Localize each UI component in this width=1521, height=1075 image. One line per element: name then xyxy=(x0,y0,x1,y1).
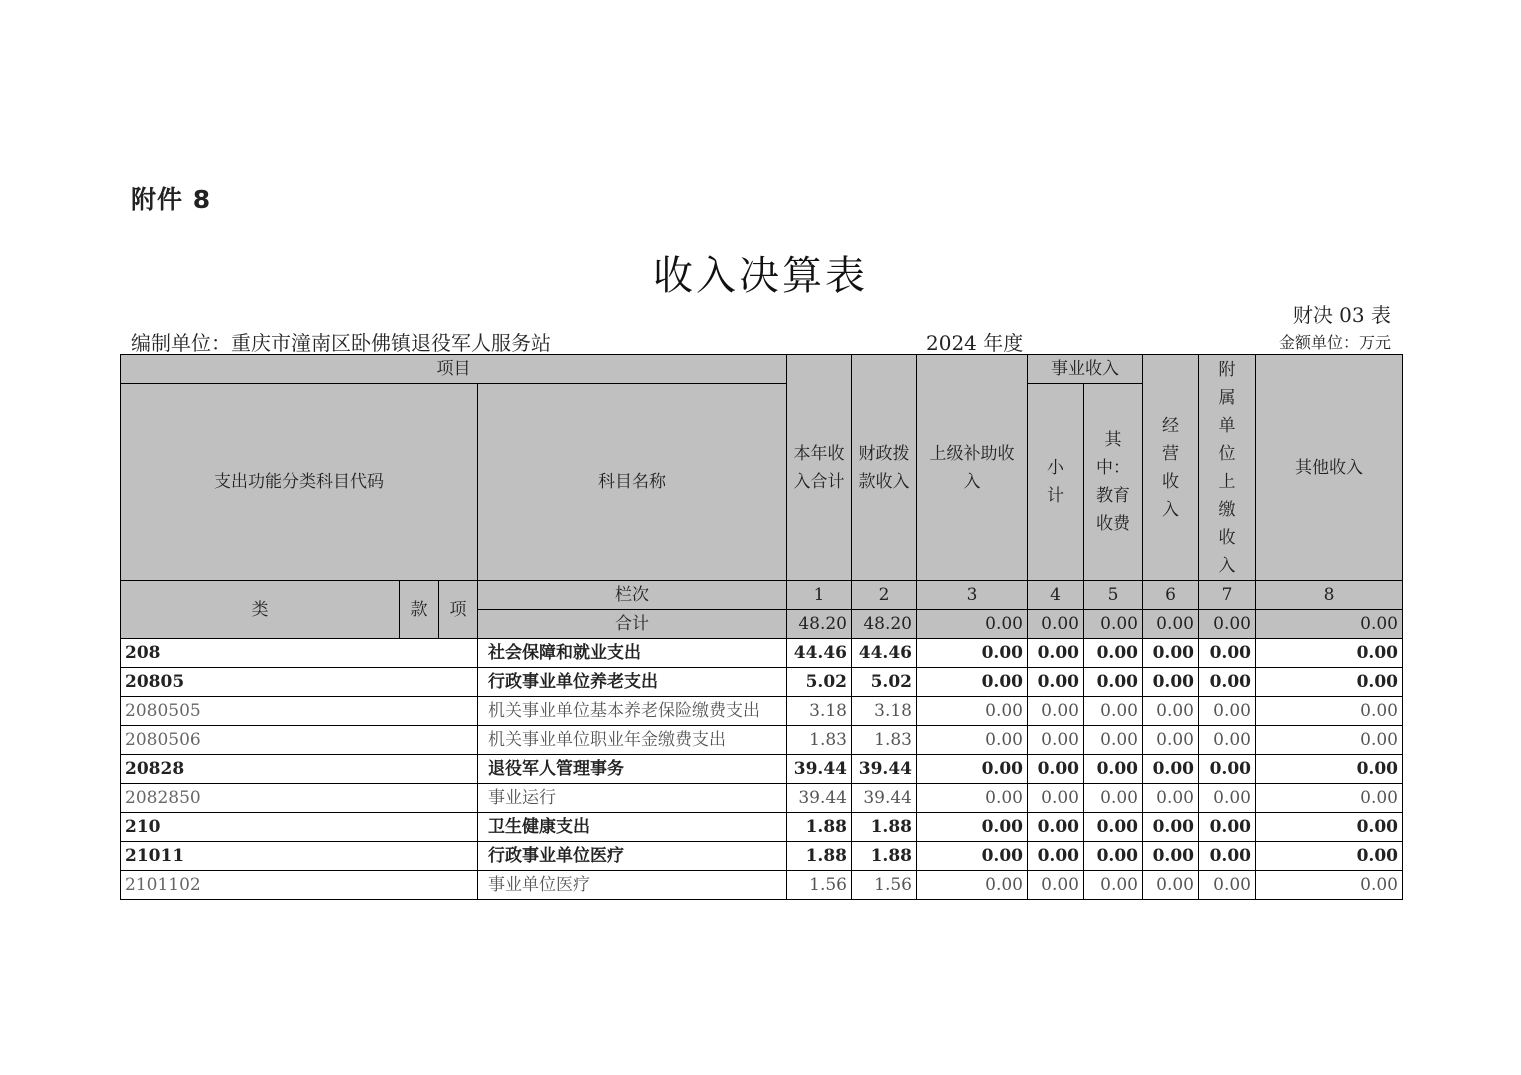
row-value-col4: 0.00 xyxy=(1028,871,1084,900)
total-cell: 0.00 xyxy=(1199,610,1256,639)
row-value-col3: 0.00 xyxy=(917,755,1028,784)
row-value-col8: 0.00 xyxy=(1256,639,1403,668)
row-value-col5: 0.00 xyxy=(1084,755,1143,784)
col-number-3: 3 xyxy=(917,581,1028,610)
header-business-income: 事业收入 xyxy=(1028,355,1143,384)
total-cell: 0.00 xyxy=(917,610,1028,639)
row-value-col4: 0.00 xyxy=(1028,668,1084,697)
row-value-col2: 1.88 xyxy=(852,842,917,871)
row-value-col2: 3.18 xyxy=(852,697,917,726)
row-code: 210 xyxy=(121,813,478,842)
fiscal-year: 2024 年度 xyxy=(926,331,1024,355)
row-name: 机关事业单位职业年金缴费支出 xyxy=(478,726,787,755)
row-value-col8: 0.00 xyxy=(1256,668,1403,697)
total-cell: 0.00 xyxy=(1028,610,1084,639)
row-value-col7: 0.00 xyxy=(1199,842,1256,871)
row-value-col4: 0.00 xyxy=(1028,639,1084,668)
col-number-4: 4 xyxy=(1028,581,1084,610)
row-value-col1: 39.44 xyxy=(787,784,852,813)
row-value-col3: 0.00 xyxy=(917,697,1028,726)
row-name: 事业单位医疗 xyxy=(478,871,787,900)
header-name: 科目名称 xyxy=(478,384,787,581)
row-value-col5: 0.00 xyxy=(1084,842,1143,871)
row-name: 机关事业单位基本养老保险缴费支出 xyxy=(478,697,787,726)
row-value-col8: 0.00 xyxy=(1256,784,1403,813)
row-value-col7: 0.00 xyxy=(1199,668,1256,697)
header-col5: 其中：教育收费 xyxy=(1084,384,1143,581)
row-value-col5: 0.00 xyxy=(1084,784,1143,813)
header-info-line xyxy=(131,327,1391,353)
total-cell: 0.00 xyxy=(1084,610,1143,639)
table-row xyxy=(121,755,1403,784)
row-name: 事业运行 xyxy=(478,784,787,813)
row-code: 20828 xyxy=(121,755,478,784)
row-value-col8: 0.00 xyxy=(1256,755,1403,784)
header-item: 项目 xyxy=(121,355,787,384)
row-name: 卫生健康支出 xyxy=(478,813,787,842)
row-value-col7: 0.00 xyxy=(1199,755,1256,784)
total-cell: 0.00 xyxy=(1143,610,1199,639)
row-value-col6: 0.00 xyxy=(1143,871,1199,900)
row-code: 20805 xyxy=(121,668,478,697)
row-value-col8: 0.00 xyxy=(1256,813,1403,842)
header-xiang: 项 xyxy=(439,581,478,639)
row-value-col3: 0.00 xyxy=(917,668,1028,697)
page-title: 收入决算表 xyxy=(653,253,868,299)
row-value-col6: 0.00 xyxy=(1143,639,1199,668)
row-value-col5: 0.00 xyxy=(1084,871,1143,900)
header-col7: 附属单位上缴收入 xyxy=(1199,355,1256,581)
header-col4: 小计 xyxy=(1028,384,1084,581)
row-value-col6: 0.00 xyxy=(1143,668,1199,697)
total-cell: 48.20 xyxy=(787,610,852,639)
table-row xyxy=(121,697,1403,726)
row-value-col3: 0.00 xyxy=(917,871,1028,900)
row-value-col3: 0.00 xyxy=(917,784,1028,813)
row-value-col2: 1.56 xyxy=(852,871,917,900)
col-number-2: 2 xyxy=(852,581,917,610)
row-value-col6: 0.00 xyxy=(1143,726,1199,755)
row-value-col7: 0.00 xyxy=(1199,639,1256,668)
form-code: 财决 03 表 xyxy=(1292,303,1391,327)
income-table xyxy=(120,354,1403,900)
row-value-col7: 0.00 xyxy=(1199,813,1256,842)
row-value-col3: 0.00 xyxy=(917,813,1028,842)
row-value-col4: 0.00 xyxy=(1028,755,1084,784)
row-value-col4: 0.00 xyxy=(1028,726,1084,755)
row-code: 21011 xyxy=(121,842,478,871)
header-code: 支出功能分类科目代码 xyxy=(121,384,478,581)
row-value-col5: 0.00 xyxy=(1084,697,1143,726)
header-lei: 类 xyxy=(121,581,400,639)
row-name: 退役军人管理事务 xyxy=(478,755,787,784)
header-col8: 其他收入 xyxy=(1256,355,1403,581)
header-col1: 本年收入合计 xyxy=(787,355,852,581)
table-row xyxy=(121,639,1403,668)
row-value-col3: 0.00 xyxy=(917,639,1028,668)
attachment-label: 附件 8 xyxy=(131,185,212,214)
row-value-col7: 0.00 xyxy=(1199,871,1256,900)
col-number-8: 8 xyxy=(1256,581,1403,610)
row-value-col1: 1.88 xyxy=(787,813,852,842)
row-name: 行政事业单位医疗 xyxy=(478,842,787,871)
row-value-col7: 0.00 xyxy=(1199,784,1256,813)
row-value-col1: 1.83 xyxy=(787,726,852,755)
row-value-col4: 0.00 xyxy=(1028,813,1084,842)
row-value-col6: 0.00 xyxy=(1143,813,1199,842)
table-row xyxy=(121,842,1403,871)
table-row xyxy=(121,813,1403,842)
row-value-col1: 39.44 xyxy=(787,755,852,784)
row-value-col1: 3.18 xyxy=(787,697,852,726)
row-value-col1: 1.88 xyxy=(787,842,852,871)
amount-unit: 金额单位：万元 xyxy=(1278,333,1391,352)
row-code: 208 xyxy=(121,639,478,668)
row-value-col5: 0.00 xyxy=(1084,726,1143,755)
row-value-col5: 0.00 xyxy=(1084,813,1143,842)
row-code: 2082850 xyxy=(121,784,478,813)
row-value-col7: 0.00 xyxy=(1199,726,1256,755)
col-number-5: 5 xyxy=(1084,581,1143,610)
organization: 编制单位：重庆市潼南区卧佛镇退役军人服务站 xyxy=(131,331,551,355)
col-number-1: 1 xyxy=(787,581,852,610)
row-value-col2: 1.83 xyxy=(852,726,917,755)
row-name: 社会保障和就业支出 xyxy=(478,639,787,668)
header-col2: 财政拨款收入 xyxy=(852,355,917,581)
col-number-7: 7 xyxy=(1199,581,1256,610)
row-value-col1: 5.02 xyxy=(787,668,852,697)
row-value-col3: 0.00 xyxy=(917,726,1028,755)
row-value-col4: 0.00 xyxy=(1028,842,1084,871)
row-value-col6: 0.00 xyxy=(1143,784,1199,813)
header-lanci: 栏次 xyxy=(478,581,787,610)
row-name: 行政事业单位养老支出 xyxy=(478,668,787,697)
row-value-col8: 0.00 xyxy=(1256,842,1403,871)
row-value-col6: 0.00 xyxy=(1143,697,1199,726)
row-code: 2080506 xyxy=(121,726,478,755)
row-value-col8: 0.00 xyxy=(1256,726,1403,755)
total-cell: 48.20 xyxy=(852,610,917,639)
table-row xyxy=(121,668,1403,697)
row-value-col2: 39.44 xyxy=(852,784,917,813)
row-value-col5: 0.00 xyxy=(1084,639,1143,668)
row-value-col4: 0.00 xyxy=(1028,697,1084,726)
row-value-col3: 0.00 xyxy=(917,842,1028,871)
table-row xyxy=(121,726,1403,755)
row-value-col2: 1.88 xyxy=(852,813,917,842)
row-value-col8: 0.00 xyxy=(1256,871,1403,900)
table-row xyxy=(121,784,1403,813)
row-value-col1: 44.46 xyxy=(787,639,852,668)
header-col3: 上级补助收入 xyxy=(917,355,1028,581)
row-value-col2: 5.02 xyxy=(852,668,917,697)
header-col6: 经营收入 xyxy=(1143,355,1199,581)
row-value-col6: 0.00 xyxy=(1143,755,1199,784)
table-row xyxy=(121,871,1403,900)
row-value-col2: 44.46 xyxy=(852,639,917,668)
row-code: 2080505 xyxy=(121,697,478,726)
total-cell: 0.00 xyxy=(1256,610,1403,639)
row-value-col5: 0.00 xyxy=(1084,668,1143,697)
row-value-col2: 39.44 xyxy=(852,755,917,784)
row-value-col7: 0.00 xyxy=(1199,697,1256,726)
header-kuan: 款 xyxy=(400,581,439,639)
row-value-col1: 1.56 xyxy=(787,871,852,900)
total-label: 合计 xyxy=(478,610,787,639)
row-value-col4: 0.00 xyxy=(1028,784,1084,813)
col-number-6: 6 xyxy=(1143,581,1199,610)
row-value-col8: 0.00 xyxy=(1256,697,1403,726)
row-value-col6: 0.00 xyxy=(1143,842,1199,871)
row-code: 2101102 xyxy=(121,871,478,900)
